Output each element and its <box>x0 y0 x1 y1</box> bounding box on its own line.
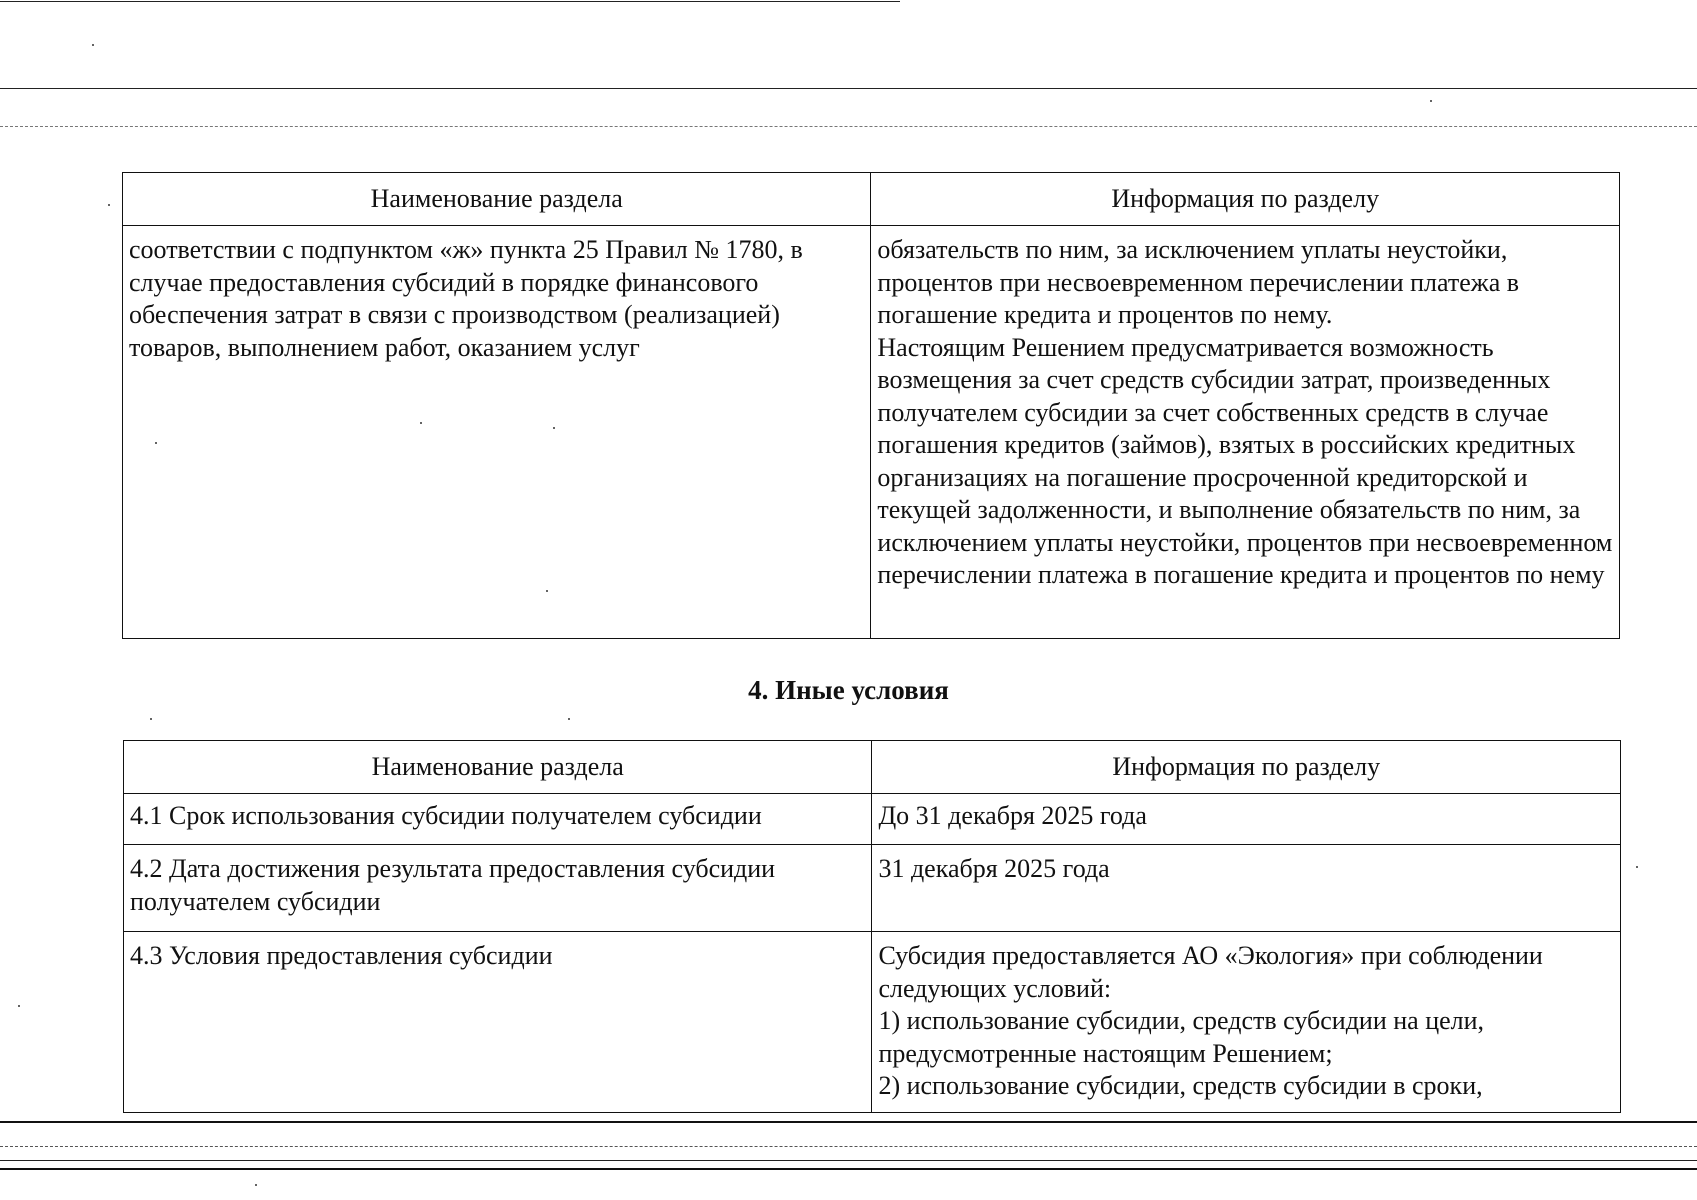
row-left-cell: 4.1 Срок использования субсидии получателем субсидии <box>124 794 872 845</box>
top-rule <box>0 1 900 2</box>
row-left-cell: 4.3 Условия предоставления субсидии <box>124 932 872 1113</box>
scan-speck <box>18 1005 20 1007</box>
scan-speck <box>1430 100 1432 102</box>
row-right-text-1: обязательств по ним, за исключением уплаты неустойки, процентов при несвоевременном перечислении платежа в погашение кредита и процентов по нему. <box>877 235 1520 329</box>
header-section-info: Информация по разделу <box>871 173 1620 226</box>
row-right-cell <box>872 932 1621 1113</box>
table-row <box>124 845 1621 932</box>
header-dash-rule <box>0 126 1697 127</box>
table-row <box>123 226 1620 639</box>
footer-rule-2 <box>0 1160 1697 1161</box>
scan-speck <box>150 718 152 720</box>
header-section-name: Наименование раздела <box>124 741 872 794</box>
row-right-text-2: Настоящим Решением предусматривается возможность возмещения за счет средств субсидии затрат, произведенных получателем субсидии за счет собственных средств в случае погашения кредитов (займов), взятых в российских кредитных организациях на погашение просроченной кредиторской и текущей задолженности, и выполнение обязательств по ним, за исключением уплаты неустойки, процентов при несвоевременном перечислении платежа в погашение кредита и процентов по нему <box>877 332 1613 589</box>
row-left-text: соответствии с подпунктом «ж» пункта 25 Правил № 1780, в случае предоставления субсидий в порядке финансового обеспечения затрат в связи с производством (реализацией) товаров, выполнением работ, оказанием услуг <box>129 235 803 362</box>
row-right-cell <box>871 226 1620 639</box>
row-right-cell: 31 декабря 2025 года <box>872 845 1621 932</box>
scan-speck <box>1636 866 1638 868</box>
section-table-continued <box>122 172 1620 639</box>
footer-rule-3 <box>0 1168 1697 1170</box>
conditions-intro: Субсидия предоставляется АО «Экология» при соблюдении следующих условий: <box>878 941 1543 1003</box>
header-section-info: Информация по разделу <box>872 741 1621 794</box>
table-row <box>124 932 1621 1113</box>
table-header-row <box>123 173 1620 226</box>
scan-speck <box>255 1184 257 1186</box>
condition-item-2: 2) использование субсидии, средств субсидии в сроки, <box>878 1071 1483 1100</box>
header-section-name: Наименование раздела <box>123 173 871 226</box>
section-heading: 4. Иные условия <box>748 675 949 705</box>
table-row <box>124 794 1621 845</box>
header-rule <box>0 88 1697 89</box>
footer-dash-rule <box>0 1146 1697 1147</box>
other-conditions-table <box>123 740 1621 1113</box>
row-left-cell <box>123 226 871 639</box>
condition-item-1: 1) использование субсидии, средств субсидии на цели, предусмотренные настоящим Решением; <box>878 1006 1485 1068</box>
scan-speck <box>92 44 94 46</box>
scan-speck <box>108 204 110 206</box>
table-header-row <box>124 741 1621 794</box>
footer-rule-1 <box>0 1121 1697 1123</box>
scan-speck <box>568 718 570 720</box>
row-right-cell: До 31 декабря 2025 года <box>872 794 1621 845</box>
row-left-cell: 4.2 Дата достижения результата предоставления субсидии получателем субсидии <box>124 845 872 932</box>
